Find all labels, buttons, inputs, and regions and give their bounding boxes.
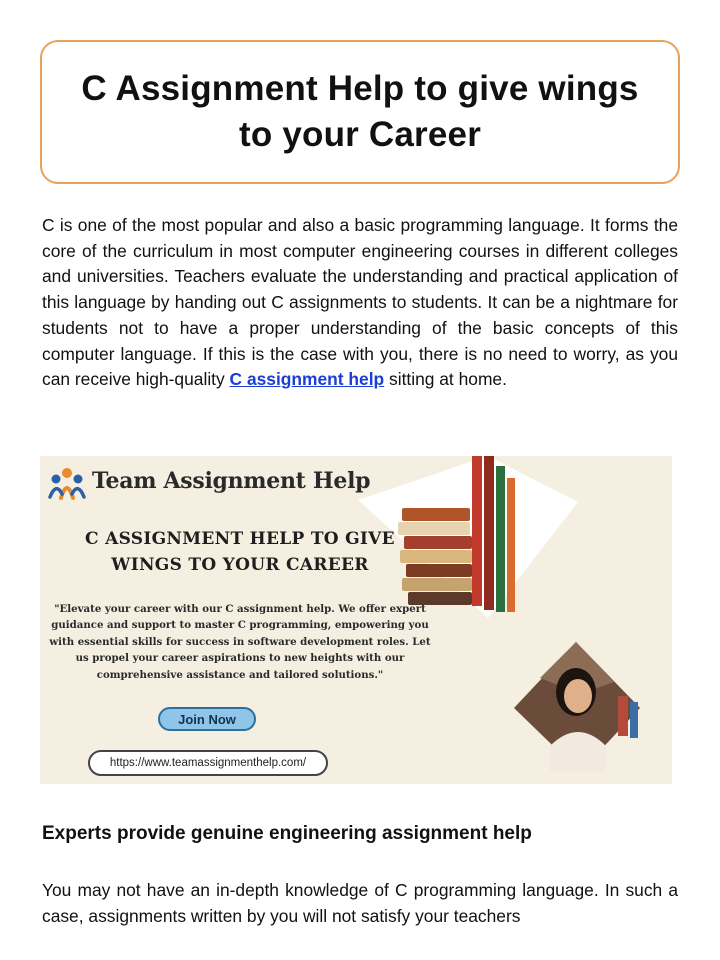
banner-quote-line: us propel your career aspirations to new heights with our: [75, 652, 405, 665]
intro-text-after: sitting at home.: [384, 369, 507, 390]
page-title-line2: to your Career: [238, 115, 482, 154]
banner-quote-line: "Elevate your career with our C assignment help. We offer expert: [54, 603, 426, 615]
banner-headline-line1: C ASSIGNMENT HELP TO GIVE: [85, 529, 395, 549]
banner-quote: [40, 601, 440, 683]
c-assignment-help-link[interactable]: C assignment help: [229, 369, 385, 390]
people-group-logo-icon: [47, 464, 87, 504]
banner-url-pill: https://www.teamassignmenthelp.com/: [88, 750, 328, 776]
title-box: [40, 40, 680, 184]
banner-brand-name: Team Assignment Help: [92, 468, 371, 494]
section-paragraph: You may not have an in-depth knowledge of C programming language. In such a case, assignments written by you will not satisfy your teachers: [42, 880, 678, 926]
section-heading: Experts provide genuine engineering assignment help: [42, 823, 532, 844]
page-title-line1: C Assignment Help to give wings: [81, 69, 639, 108]
banner-headline-line2: WINGS TO YOUR CAREER: [111, 555, 369, 575]
banner-quote-line: comprehensive assistance and tailored solutions.": [96, 668, 384, 681]
student-photo-icon: [514, 642, 640, 772]
page-title: [81, 66, 638, 158]
promo-banner-image: [40, 456, 672, 784]
intro-paragraph: [42, 213, 678, 393]
join-now-button: Join Now: [158, 707, 256, 731]
intro-text-before: C is one of the most popular and also a basic programming language. It forms the core of the curriculum in most computer engineering courses in different colleges and universities. Teachers evaluate the understanding and practical application of this language by handing out C assignments to students. It can be a nightmare for students not to have a proper understanding of the basic concepts of this computer language. If this is the case with you, there is no need to worry, as you can receive high-quality: [42, 215, 678, 390]
banner-quote-line: with essential skills for success in software development roles. Let: [49, 635, 431, 648]
banner-quote-line: guidance and support to master C programming, empowering you: [51, 619, 429, 632]
banner-headline: [40, 526, 440, 578]
